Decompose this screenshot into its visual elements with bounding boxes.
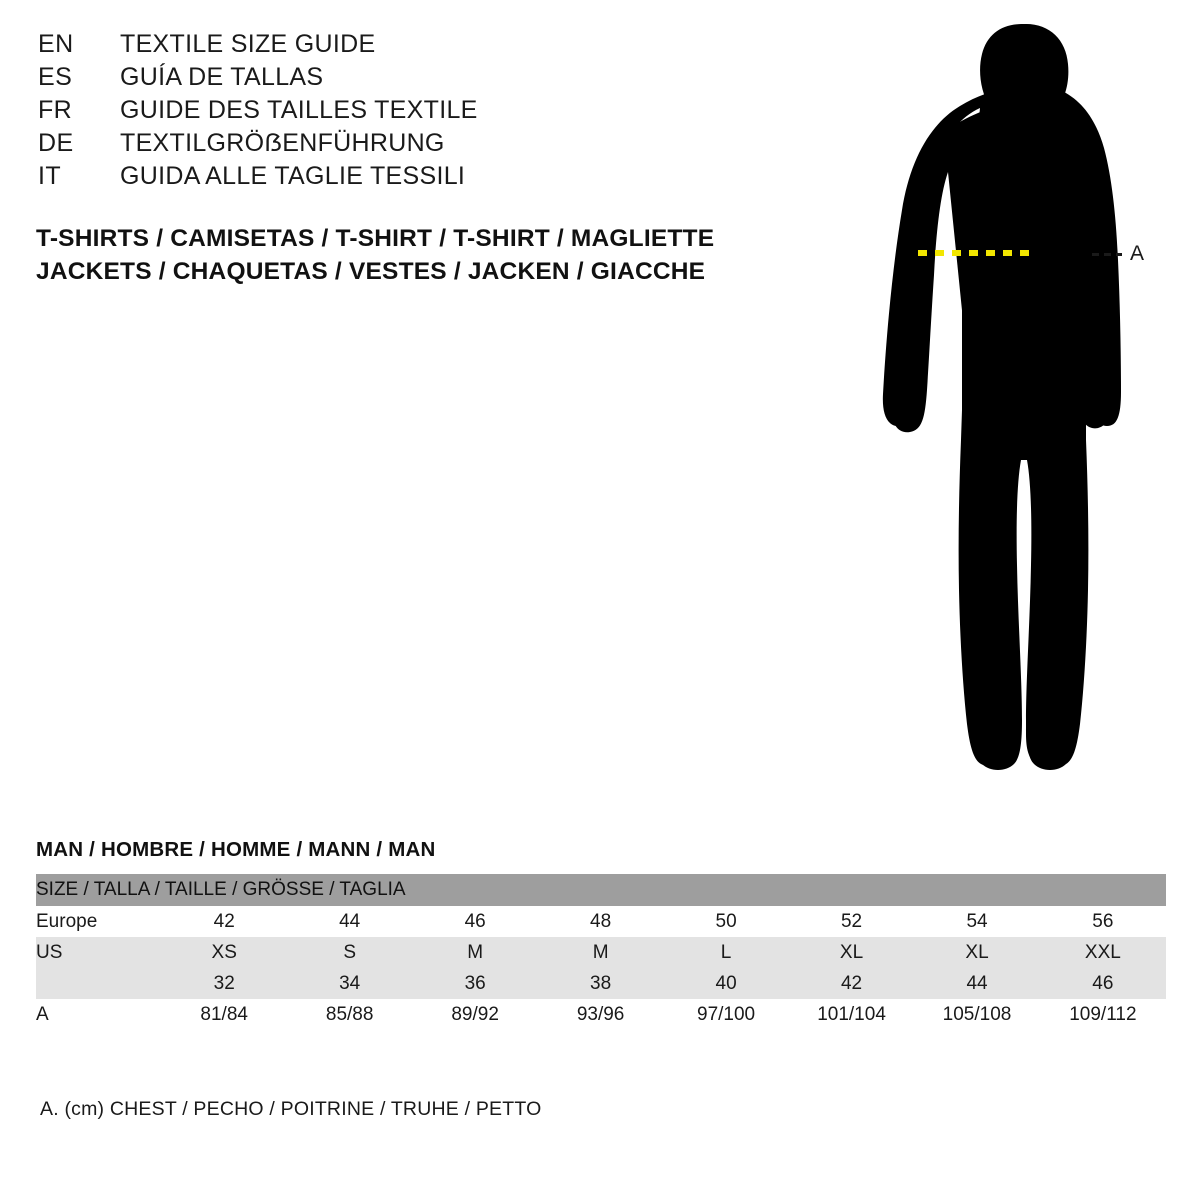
cell: XL xyxy=(914,937,1039,968)
size-table-section xyxy=(36,838,1166,1030)
language-title: TEXTILE SIZE GUIDE xyxy=(120,30,376,58)
cell: 36 xyxy=(412,968,537,999)
table-header-label: SIZE / TALLA / TAILLE / GRÖSSE / TAGLIA xyxy=(36,874,1166,906)
measure-leader-dashes xyxy=(1092,253,1122,256)
language-title: GUÍA DE TALLAS xyxy=(120,63,324,91)
category-jackets: JACKETS / CHAQUETAS / VESTES / JACKEN / GIACCHE xyxy=(36,258,706,285)
language-code: EN xyxy=(38,30,74,58)
cell: M xyxy=(538,937,663,968)
cell: XL xyxy=(789,937,914,968)
cell: M xyxy=(412,937,537,968)
cell: S xyxy=(287,937,412,968)
size-group-title: MAN / HOMBRE / HOMME / MANN / MAN xyxy=(36,838,436,861)
language-code: DE xyxy=(38,129,74,157)
cell: 46 xyxy=(412,906,537,937)
language-code: IT xyxy=(38,162,62,190)
row-label: US xyxy=(36,937,161,968)
size-table xyxy=(36,874,1166,1030)
cell: 54 xyxy=(914,906,1039,937)
cell: 42 xyxy=(789,968,914,999)
language-title: GUIDE DES TAILLES TEXTILE xyxy=(120,96,478,124)
cell: XS xyxy=(161,937,286,968)
cell: 38 xyxy=(538,968,663,999)
language-title: GUIDA ALLE TAGLIE TESSILI xyxy=(120,162,466,190)
table-footnote: A. (cm) CHEST / PECHO / POITRINE / TRUHE / PETTO xyxy=(40,1098,542,1120)
language-row xyxy=(38,96,758,129)
cell: L xyxy=(663,937,788,968)
language-row xyxy=(38,129,758,162)
language-code: FR xyxy=(38,96,73,124)
table-row xyxy=(36,937,1166,968)
table-row xyxy=(36,906,1166,937)
language-row xyxy=(38,30,758,63)
cell: 105/108 xyxy=(914,999,1039,1030)
cell: 89/92 xyxy=(412,999,537,1030)
cell: 93/96 xyxy=(538,999,663,1030)
category-tshirts: T-SHIRTS / CAMISETAS / T-SHIRT / T-SHIRT / MAGLIETTE xyxy=(36,225,715,252)
cell: XXL xyxy=(1040,937,1166,968)
cell: 44 xyxy=(914,968,1039,999)
cell: 85/88 xyxy=(287,999,412,1030)
table-row xyxy=(36,999,1166,1030)
body-figure xyxy=(830,20,1180,790)
cell: 34 xyxy=(287,968,412,999)
cell: 48 xyxy=(538,906,663,937)
language-row xyxy=(38,162,758,195)
language-row xyxy=(38,63,758,96)
cell: 52 xyxy=(789,906,914,937)
cell: 97/100 xyxy=(663,999,788,1030)
cell: 56 xyxy=(1040,906,1166,937)
cell: 109/112 xyxy=(1040,999,1166,1030)
row-label xyxy=(36,968,161,999)
row-label: A xyxy=(36,999,161,1030)
measure-label-a: A xyxy=(1130,242,1145,265)
table-header-row xyxy=(36,874,1166,906)
cell: 50 xyxy=(663,906,788,937)
row-label: Europe xyxy=(36,906,161,937)
language-code: ES xyxy=(38,63,73,91)
category-list xyxy=(36,222,796,288)
cell: 44 xyxy=(287,906,412,937)
cell: 46 xyxy=(1040,968,1166,999)
cell: 32 xyxy=(161,968,286,999)
cell: 101/104 xyxy=(789,999,914,1030)
cell: 40 xyxy=(663,968,788,999)
cell: 42 xyxy=(161,906,286,937)
cell: 81/84 xyxy=(161,999,286,1030)
male-silhouette-icon xyxy=(830,20,1180,790)
language-header-list xyxy=(38,30,758,195)
language-title: TEXTILGRÖẞENFÜHRUNG xyxy=(120,129,445,157)
table-row xyxy=(36,968,1166,999)
